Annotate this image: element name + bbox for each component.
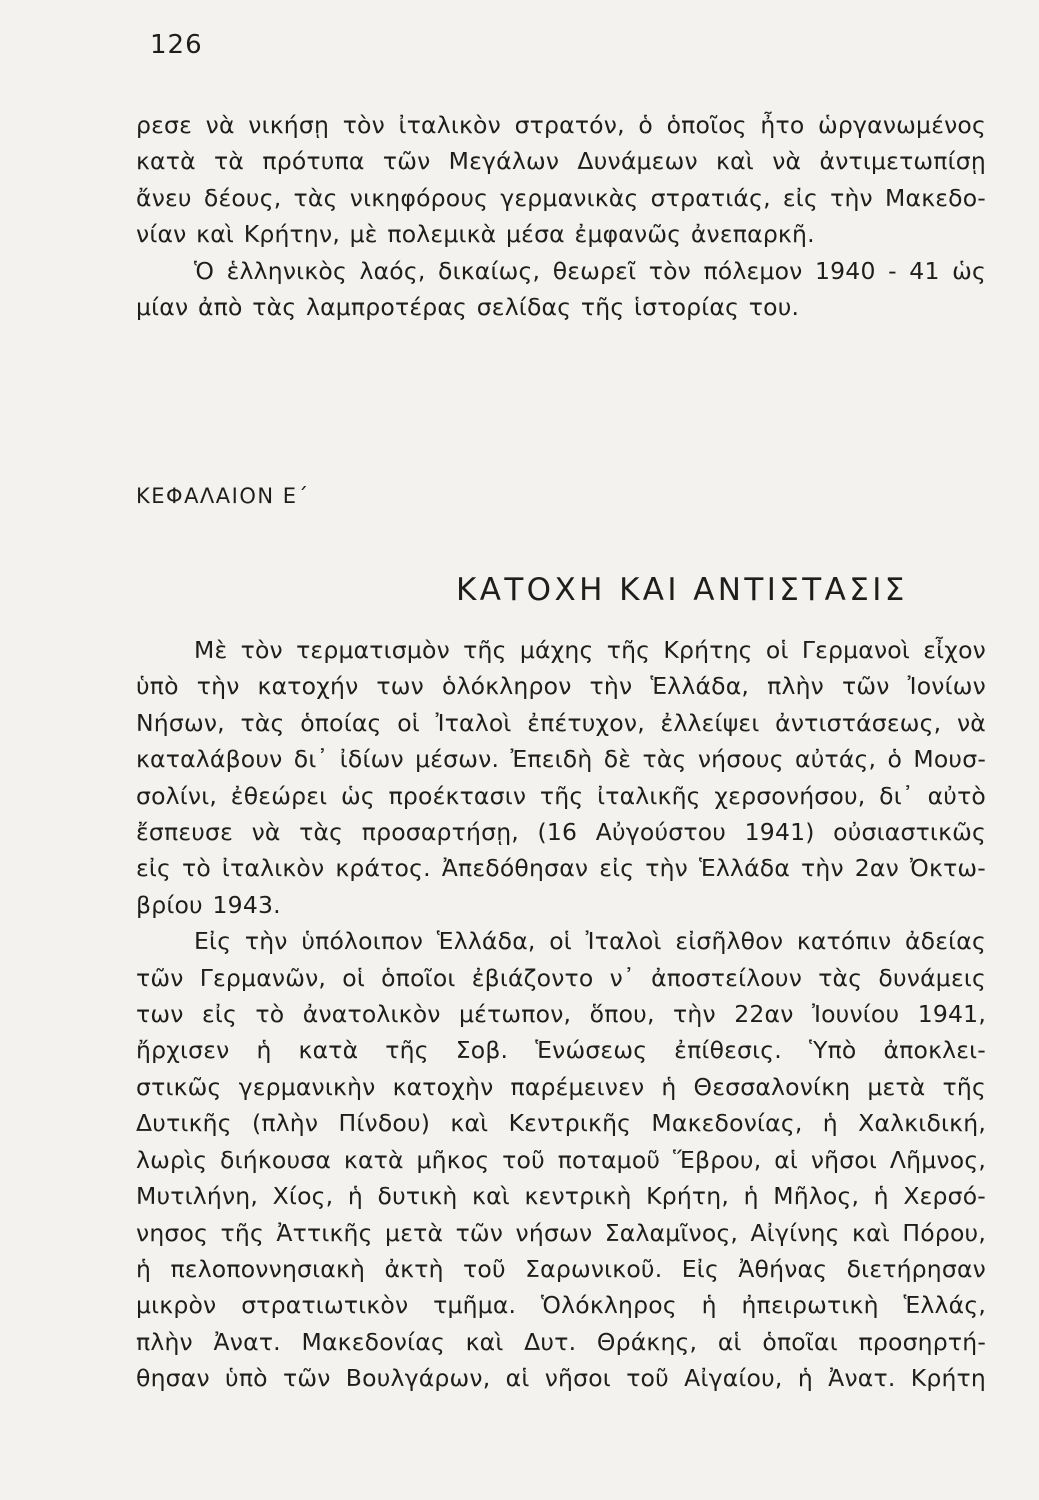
text-line: Νήσων, τὰς ὁποίας οἱ Ἰταλοὶ ἐπέτυχον, ἐλλείψει ἀντιστάσεως, νὰ <box>136 708 986 737</box>
text-line: πλὴν Ἀνατ. Μακεδονίας καὶ Δυτ. Θράκης, αἱ ὁποῖαι προσηρτή- <box>136 1327 986 1356</box>
text-line: μικρὸν στρατιωτικὸν τμῆμα. Ὁλόκληρος ἡ ἠπειρωτικὴ Ἑλλάς, <box>136 1291 986 1320</box>
text-line: νησος τῆς Ἀττικῆς μετὰ τῶν νήσων Σαλαμῖνος, Αἰγίνης καὶ Πόρου, <box>136 1218 986 1247</box>
text-line: βρίου 1943. <box>136 890 281 919</box>
text-line: ρεσε νὰ νικήσῃ τὸν ἰταλικὸν στρατόν, ὁ ὁποῖος ἦτο ὡργανωμένος <box>136 111 986 139</box>
main-text-block <box>136 632 986 1397</box>
text-line: ἔσπευσε νὰ τὰς προσαρτήσῃ, (16 Αὐγούστου 1941) οὐσιαστικῶς <box>136 818 986 847</box>
top-text-block <box>136 107 986 325</box>
chapter-label: ΚΕΦΑΛΑΙΟΝ Ε΄ <box>136 484 310 508</box>
paragraph <box>136 253 986 326</box>
text-line: των εἰς τὸ ἀνατολικὸν μέτωπον, ὅπου, τὴν 22αν Ἰουνίου 1941, <box>136 1000 986 1029</box>
text-line: Μυτιλήνη, Χίος, ἡ δυτικὴ καὶ κεντρικὴ Κρήτη, ἡ Μῆλος, ἡ Χερσό- <box>136 1182 986 1211</box>
text-line: μίαν ἀπὸ τὰς λαμπροτέρας σελίδας τῆς ἱστορίας του. <box>136 293 800 322</box>
text-line: λωρὶς διήκουσα κατὰ μῆκος τοῦ ποταμοῦ Ἕβρου, αἱ νῆσοι Λῆμνος, <box>136 1145 986 1174</box>
page-number: 126 <box>150 30 203 60</box>
text-line: θησαν ὑπὸ τῶν Βουλγάρων, αἱ νῆσοι τοῦ Αἰγαίου, ἡ Ἀνατ. Κρήτη <box>136 1364 986 1393</box>
text-line: Εἰς τὴν ὑπόλοιπον Ἑλλάδα, οἱ Ἰταλοὶ εἰσῆλθον κατόπιν ἀδείας <box>194 927 986 956</box>
paragraph <box>136 632 986 923</box>
text-line: σολίνι, ἐθεώρει ὡς προέκτασιν τῆς ἰταλικῆς χερσονήσου, δι᾽ αὐτὸ <box>136 781 986 810</box>
text-line: ἤρχισεν ἡ κατὰ τῆς Σοβ. Ἑνώσεως ἐπίθεσις. Ὑπὸ ἀποκλει- <box>136 1036 986 1065</box>
text-line: κατὰ τὰ πρότυπα τῶν Μεγάλων Δυνάμεων καὶ νὰ ἀντιμετωπίσῃ <box>136 147 986 176</box>
text-line: ἡ πελοποννησιακὴ ἀκτὴ τοῦ Σαρωνικοῦ. Εἰς Ἀθήνας διετήρησαν <box>136 1254 986 1283</box>
paragraph <box>136 107 986 253</box>
text-line: ὑπὸ τὴν κατοχήν των ὁλόκληρον τὴν Ἑλλάδα, πλὴν τῶν Ἰονίων <box>136 672 986 701</box>
paragraph <box>136 923 986 1396</box>
text-line: Μὲ τὸν τερματισμὸν τῆς μάχης τῆς Κρήτης οἱ Γερμανοὶ εἶχον <box>194 636 986 664</box>
chapter-title: ΚΑΤΟΧΗ ΚΑΙ ΑΝΤΙΣΤΑΣΙΣ <box>456 572 908 608</box>
text-line: Δυτικῆς (πλὴν Πίνδου) καὶ Κεντρικῆς Μακεδονίας, ἡ Χαλκιδική, <box>136 1109 986 1138</box>
text-line: ἄνευ δέους, τὰς νικηφόρους γερμανικὰς στρατιάς, εἰς τὴν Μακεδο- <box>136 183 986 212</box>
text-line: εἰς τὸ ἰταλικὸν κράτος. Ἀπεδόθησαν εἰς τὴν Ἑλλάδα τὴν 2αν Ὀκτω- <box>136 854 986 883</box>
text-line: Ὁ ἑλληνικὸς λαός, δικαίως, θεωρεῖ τὸν πόλεμον 1940 - 41 ὡς <box>194 256 986 285</box>
text-line: καταλάβουν δι᾽ ἰδίων μέσων. Ἐπειδὴ δὲ τὰς νήσους αὐτάς, ὁ Μουσ- <box>136 745 986 774</box>
text-line: τῶν Γερμανῶν, οἱ ὁποῖοι ἐβιάζοντο ν᾽ ἀποστείλουν τὰς δυνάμεις <box>136 963 986 992</box>
text-line: νίαν καὶ Κρήτην, μὲ πολεμικὰ μέσα ἐμφανῶς ἀνεπαρκῆ. <box>136 220 815 249</box>
text-line: στικῶς γερμανικὴν κατοχὴν παρέμεινεν ἡ Θεσσαλονίκη μετὰ τῆς <box>136 1072 986 1101</box>
